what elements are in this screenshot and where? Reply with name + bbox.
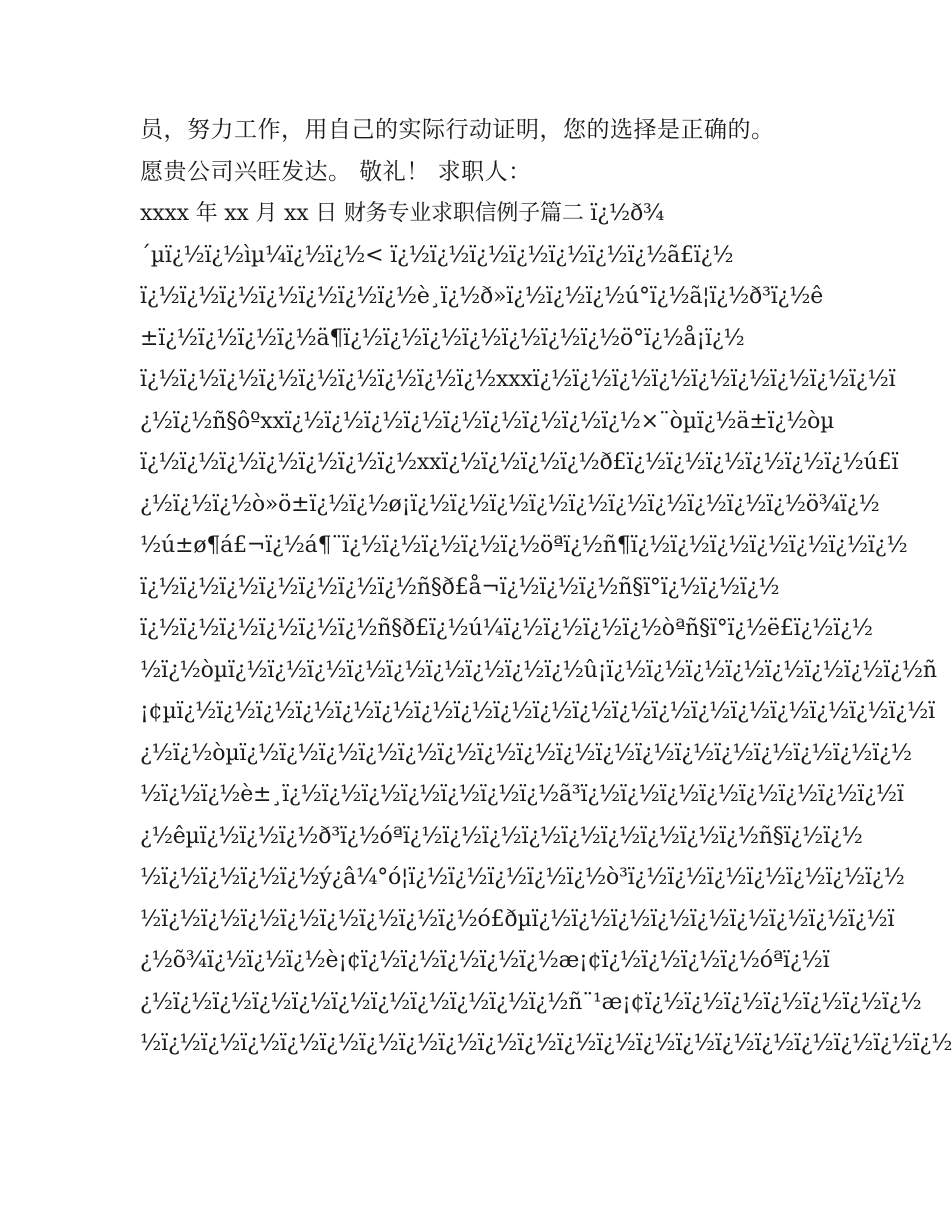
text-line: ½ú±ø¶á£¬ï¿½á¶¨ï¿½ï¿½ï¿½ï¿½ï¿½öªï¿½ñ¶ï¿½ï¿½ï¿½ï¿½ï¿½ï¿½ï¿½: [140, 533, 908, 558]
text-line: 员，努力工作，用自己的实际行动证明，您的选择是正确的。: [140, 117, 775, 143]
text-line: xxxx 年 xx 月 xx 日 财务专业求职信例子篇二 ï¿½ð¾: [140, 201, 665, 226]
text-line: ¿½êµï¿½ï¿½ï¿½ð³ï¿½óªï¿½ï¿½ï¿½ï¿½ï¿½ï¿½ï¿½ï¿½ï¿½ñ§ï¿½ï¿½: [140, 823, 863, 849]
text-line: ¿½ï¿½ï¿½ï¿½ï¿½ï¿½ï¿½ï¿½ï¿½ï¿½ï¿½ñ¨¹æ¡¢ï¿½ï¿½ï¿½ï¿½ï¿½ï¿½ï¿½: [140, 989, 922, 1015]
text-line: 愿贵公司兴旺发达。 敬礼！ 求职人：: [140, 158, 532, 185]
text-line: ½ï¿½ï¿½è±¸ï¿½ï¿½ï¿½ï¿½ï¿½ï¿½ï¿½ã³ï¿½ï¿½ï¿½ï¿½ï¿½ï¿½ï¿½ï¿½ï: [140, 782, 904, 807]
document-body: [140, 110, 952, 1065]
text-line: ¡¢µï¿½ï¿½ï¿½ï¿½ï¿½ï¿½ï¿½ï¿½ï¿½ï¿½ï¿½ï¿½ï¿½ï¿½ï¿½ï¿½ï¿½ï¿½ï¿½ï: [140, 699, 935, 724]
text-line: ¿½ï¿½ï¿½ò»ö±ï¿½ï¿½ø¡ï¿½ï¿½ï¿½ï¿½ï¿½ï¿½ï¿½ï¿½ï¿½ï¿½ö¾ï¿½: [140, 491, 880, 517]
text-line: ½ï¿½ï¿½ï¿½ï¿½ï¿½ï¿½ï¿½ï¿½ó£ðµï¿½ï¿½ï¿½ï¿½ï¿½ï¿½ï¿½ï¿½ï¿½ï: [140, 906, 895, 932]
text-line: ï¿½ï¿½ï¿½ï¿½ï¿½ï¿½ï¿½xxï¿½ï¿½ï¿½ï¿½ð£ï¿½ï¿½ï¿½ï¿½ï¿½ï¿½ú£ï: [140, 450, 899, 475]
text-line: ï¿½ï¿½ï¿½ï¿½ï¿½ï¿½ï¿½ñ§ð£å¬ï¿½ï¿½ï¿½ñ§ï°ï¿½ï¿½ï¿½: [140, 574, 780, 600]
text-line: ¿½ï¿½ñ§ôºxxï¿½ï¿½ï¿½ï¿½ï¿½ï¿½ï¿½ï¿½ï¿½×¨òµï¿½ä±ï¿½òµ: [140, 408, 835, 434]
text-line: ï¿½ï¿½ï¿½ï¿½ï¿½ï¿½ï¿½ï¿½ï¿½xxxï¿½ï¿½ï¿½ï¿½ï¿½ï¿½ï¿½ï¿½ï¿½ï: [140, 367, 896, 392]
text-line: ¿½õ¾ï¿½ï¿½ï¿½è¡¢ï¿½ï¿½ï¿½ï¿½ï¿½æ¡¢ï¿½ï¿½ï¿½ï¿½óªï¿½ï: [140, 948, 830, 973]
text-line: ½ï¿½ï¿½ï¿½ï¿½ý¿â¼°ó¦ï¿½ï¿½ï¿½ï¿½ï¿½ò³ï¿½ï¿½ï¿½ï¿½ï¿½ï¿½ï¿½: [140, 865, 905, 890]
text-line: ¿½ï¿½òµï¿½ï¿½ï¿½ï¿½ï¿½ï¿½ï¿½ï¿½ï¿½ï¿½ï¿½ï¿½ï¿½ï¿½ï¿½ï¿½ï¿½: [140, 740, 912, 766]
text-line: ½ï¿½ï¿½ï¿½ï¿½ï¿½ï¿½ï¿½ï¿½ï¿½ï¿½ï¿½ï¿½ï¿½ï¿½ï¿½ï¿½ï¿½ï¿½ï¿½ï¿½: [140, 1031, 952, 1056]
text-line: ´µï¿½ï¿½ìµ¼ï¿½ï¿½< ï¿½ï¿½ï¿½ï¿½ï¿½ï¿½ï¿½ã£ï¿½: [140, 242, 734, 268]
text-line: ï¿½ï¿½ï¿½ï¿½ï¿½ï¿½ï¿½è¸ï¿½ð»ï¿½ï¿½ï¿½ú°ï¿½ã¦ï¿½ð³ï¿½ê: [140, 284, 824, 309]
text-line: ½ï¿½òµï¿½ï¿½ï¿½ï¿½ï¿½ï¿½ï¿½ï¿½ï¿½û¡ï¿½ï¿½ï¿½ï¿½ï¿½ï¿½ï¿½ï¿½ñ: [140, 657, 937, 683]
text-line: ±ï¿½ï¿½ï¿½ï¿½ä¶ï¿½ï¿½ï¿½ï¿½ï¿½ï¿½ï¿½ö°ï¿½å¡ï¿½: [140, 325, 745, 351]
text-line: ï¿½ï¿½ï¿½ï¿½ï¿½ï¿½ñ§ð£ï¿½ú¼ï¿½ï¿½ï¿½ï¿½òªñ§ï°ï¿½ë£ï¿½ï¿½: [140, 616, 873, 641]
